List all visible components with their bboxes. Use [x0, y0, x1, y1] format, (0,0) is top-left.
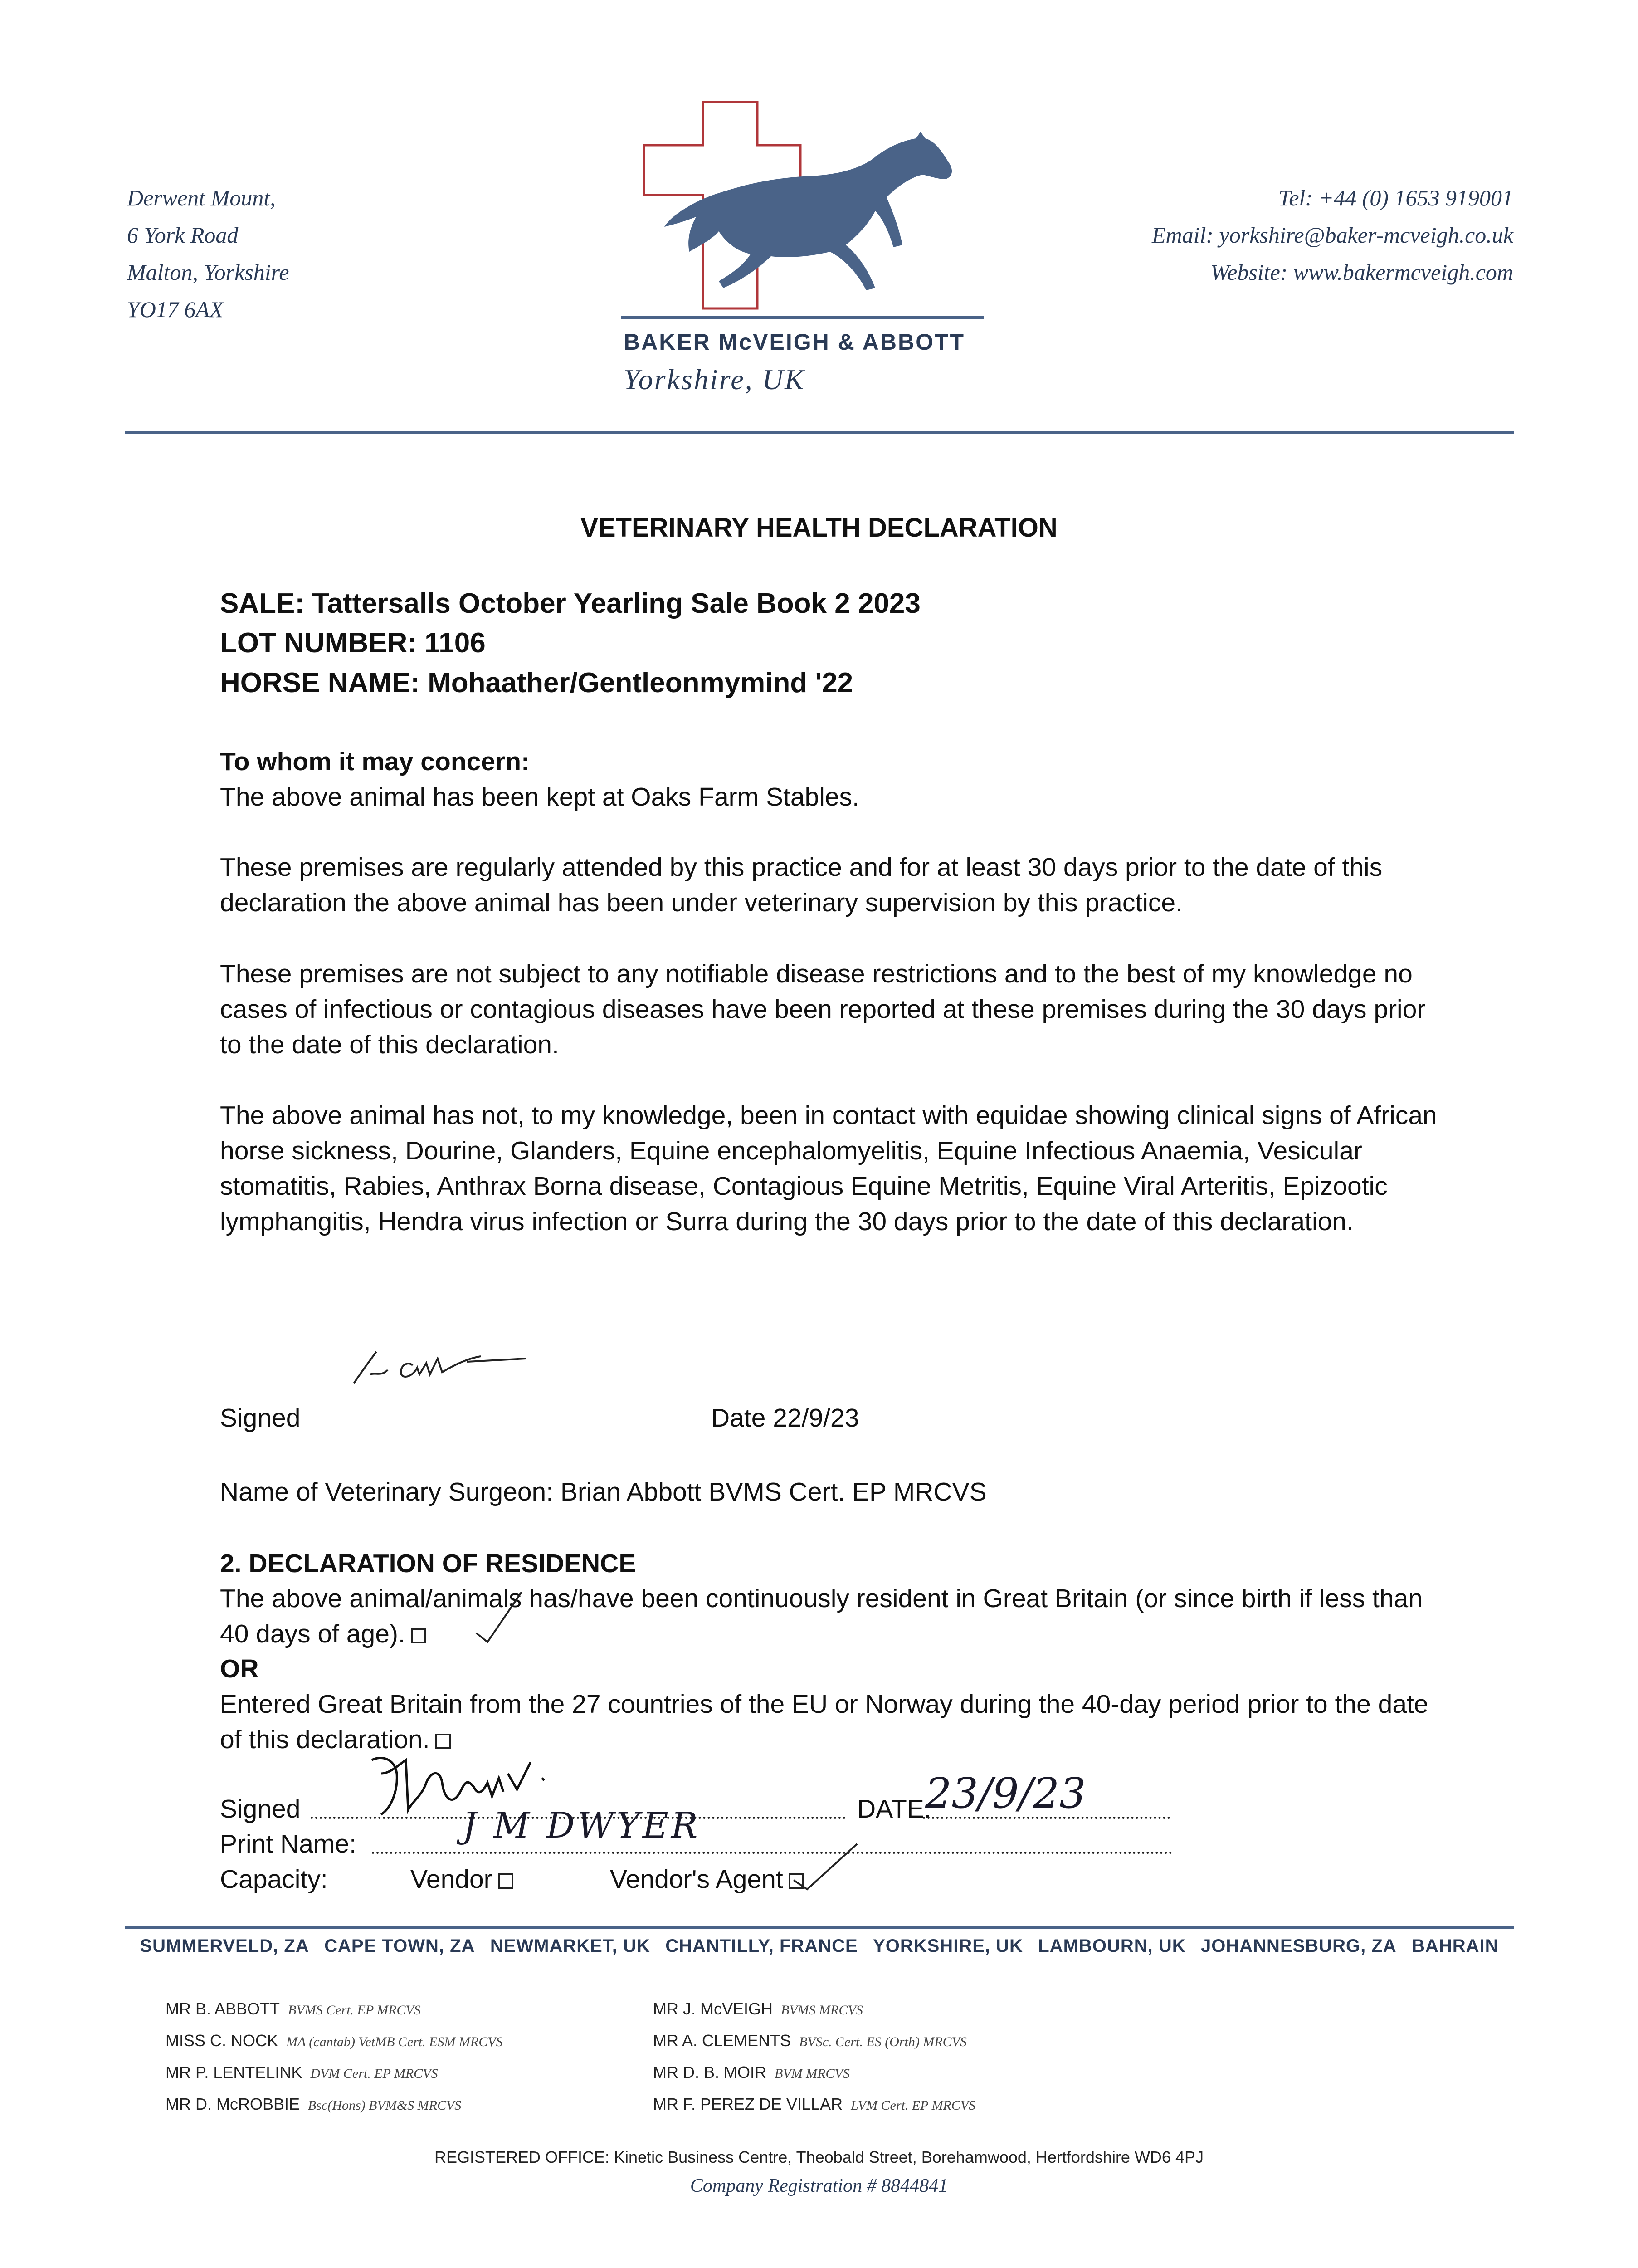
residence-heading: 2. DECLARATION OF RESIDENCE	[220, 1549, 636, 1578]
vendor-agent-label: Vendor's Agent	[610, 1865, 783, 1894]
office-location: BAHRAIN	[1412, 1936, 1499, 1956]
document-title: VETERINARY HEALTH DECLARATION	[580, 513, 1058, 543]
staff-member	[166, 1994, 503, 2025]
staff-member	[166, 2057, 503, 2089]
office-location: YORKSHIRE, UK	[873, 1936, 1023, 1956]
header-divider	[125, 431, 1514, 434]
paragraph-supervision: These premises are regularly attended by this practice and for at least 30 days prior to the date of this declaration the above animal has been under veterinary supervision by this practice.	[220, 853, 1383, 917]
staff-member	[653, 2057, 975, 2089]
staff-name: MR J. McVEIGH	[653, 1999, 773, 2018]
staff-name: MISS C. NOCK	[166, 2031, 278, 2050]
residence-option-entered-text: Entered Great Britain from the 27 countries of the EU or Norway during the 40-day period prior to the date of this declaration.	[220, 1690, 1428, 1754]
vet-name: Name of Veterinary Surgeon: Brian Abbott BVMS Cert. EP MRCVS	[220, 1477, 987, 1506]
residence-signed-label: Signed	[220, 1794, 301, 1823]
office-locations	[125, 1936, 1514, 1956]
residence-date-value: 23/9/23	[925, 1769, 1086, 1818]
staff-name: MR D. McROBBIE	[166, 2095, 300, 2113]
residence-option-resident	[220, 1581, 1444, 1652]
registered-office: REGISTERED OFFICE: Kinetic Business Centre, Theobald Street, Borehamwood, Hertfordshire WD6 4PJ	[434, 2148, 1204, 2166]
horse-icon	[664, 132, 952, 290]
vet-signature-date: Date 22/9/23	[711, 1403, 859, 1432]
capacity-vendor	[410, 1864, 513, 1894]
residence-option-resident-text: The above animal/animals has/have been continuously resident in Great Britain (or since birth if less than 40 days of age).	[220, 1584, 1423, 1648]
address-line: Derwent Mount,	[127, 185, 276, 210]
office-location: CAPE TOWN, ZA	[324, 1936, 475, 1956]
address-line: YO17 6AX	[127, 297, 224, 322]
website: Website: www.bakermcveigh.com	[1210, 259, 1513, 285]
salutation: To whom it may concern:	[220, 747, 530, 776]
staff-qualifications: BVSc. Cert. ES (Orth) MRCVS	[799, 2034, 967, 2049]
capacity-label: Capacity:	[220, 1865, 328, 1894]
paragraph-restrictions: These premises are not subject to any notifiable disease restrictions and to the best of my knowledge no cases of infectious or contagious diseases have been reported at these premises during the 30 days prior to the date of this declaration.	[220, 959, 1426, 1059]
or-label: OR	[220, 1654, 259, 1683]
checkmark-icon	[472, 1588, 526, 1647]
phone-number: Tel: +44 (0) 1653 919001	[1278, 185, 1513, 210]
vet-signature	[345, 1334, 535, 1397]
practice-logo	[621, 95, 984, 322]
practice-contact	[1152, 179, 1513, 291]
sale-line: SALE: Tattersalls October Yearling Sale Book 2 2023	[220, 588, 921, 619]
staff-member	[653, 2025, 975, 2057]
office-location: JOHANNESBURG, ZA	[1201, 1936, 1397, 1956]
paragraph-diseases: The above animal has not, to my knowledge, been in contact with equidae showing clinical signs of African horse sickness, Dourine, Glanders, Equine encephalomyelitis, Equine Infectious Anaemia, Vesicular stomatitis, Rabies, Anthrax Borna disease, Contagious Equine Metritis, Equine Viral Arteritis, Epizootic lymphangitis, Hendra virus infection or Surra during the 30 days prior to the date of this declaration.	[220, 1101, 1437, 1236]
print-name-value: J M DWYER	[463, 1805, 701, 1846]
vet-signed-label: Signed	[220, 1403, 301, 1432]
staff-member	[653, 1994, 975, 2025]
paragraph-premises: The above animal has been kept at Oaks Farm Stables.	[220, 782, 859, 811]
staff-qualifications: BVM MRCVS	[775, 2066, 850, 2081]
address-line: Malton, Yorkshire	[127, 259, 289, 285]
staff-name: MR B. ABBOTT	[166, 1999, 280, 2018]
company-registration: Company Registration # 8844841	[690, 2175, 948, 2196]
staff-qualifications: Bsc(Hons) BVM&S MRCVS	[308, 2098, 462, 2113]
vendor-checkbox[interactable]	[498, 1873, 513, 1889]
office-location: SUMMERVELD, ZA	[140, 1936, 309, 1956]
staff-name: MR A. CLEMENTS	[653, 2031, 791, 2050]
email-address: Email: yorkshire@baker-mcveigh.co.uk	[1151, 222, 1513, 248]
staff-member	[653, 2089, 975, 2121]
staff-qualifications: DVM Cert. EP MRCVS	[310, 2066, 438, 2081]
resident-checkbox[interactable]	[411, 1628, 426, 1643]
staff-qualifications: BVMS MRCVS	[781, 2003, 863, 2018]
office-location: LAMBOURN, UK	[1038, 1936, 1186, 1956]
staff-qualifications: BVMS Cert. EP MRCVS	[288, 2003, 421, 2018]
firm-name: BAKER McVEIGH & ABBOTT	[624, 329, 965, 355]
staff-member	[166, 2089, 503, 2121]
horse-name: HORSE NAME: Mohaather/Gentleonmymind '22	[220, 667, 853, 699]
staff-member	[166, 2025, 503, 2057]
capacity-checkmark-icon	[789, 1835, 862, 1898]
vendor-label: Vendor	[410, 1865, 492, 1894]
office-location: CHANTILLY, FRANCE	[665, 1936, 858, 1956]
staff-qualifications: MA (cantab) VetMB Cert. ESM MRCVS	[286, 2034, 503, 2049]
practice-address	[127, 179, 289, 328]
staff-list-left	[166, 1994, 503, 2121]
footer-divider	[125, 1926, 1514, 1929]
print-name-label: Print Name:	[220, 1829, 356, 1858]
lot-number: LOT NUMBER: 1106	[220, 627, 486, 659]
staff-name: MR P. LENTELINK	[166, 2063, 302, 2082]
staff-name: MR F. PEREZ DE VILLAR	[653, 2095, 843, 2113]
residence-date-label: DATE:	[857, 1794, 931, 1823]
office-location: NEWMARKET, UK	[490, 1936, 650, 1956]
staff-qualifications: LVM Cert. EP MRCVS	[851, 2098, 976, 2113]
address-line: 6 York Road	[127, 222, 239, 248]
capacity-vendor-agent	[610, 1864, 804, 1894]
staff-list-right	[653, 1994, 975, 2121]
staff-name: MR D. B. MOIR	[653, 2063, 766, 2082]
firm-location: Yorkshire, UK	[624, 363, 805, 396]
